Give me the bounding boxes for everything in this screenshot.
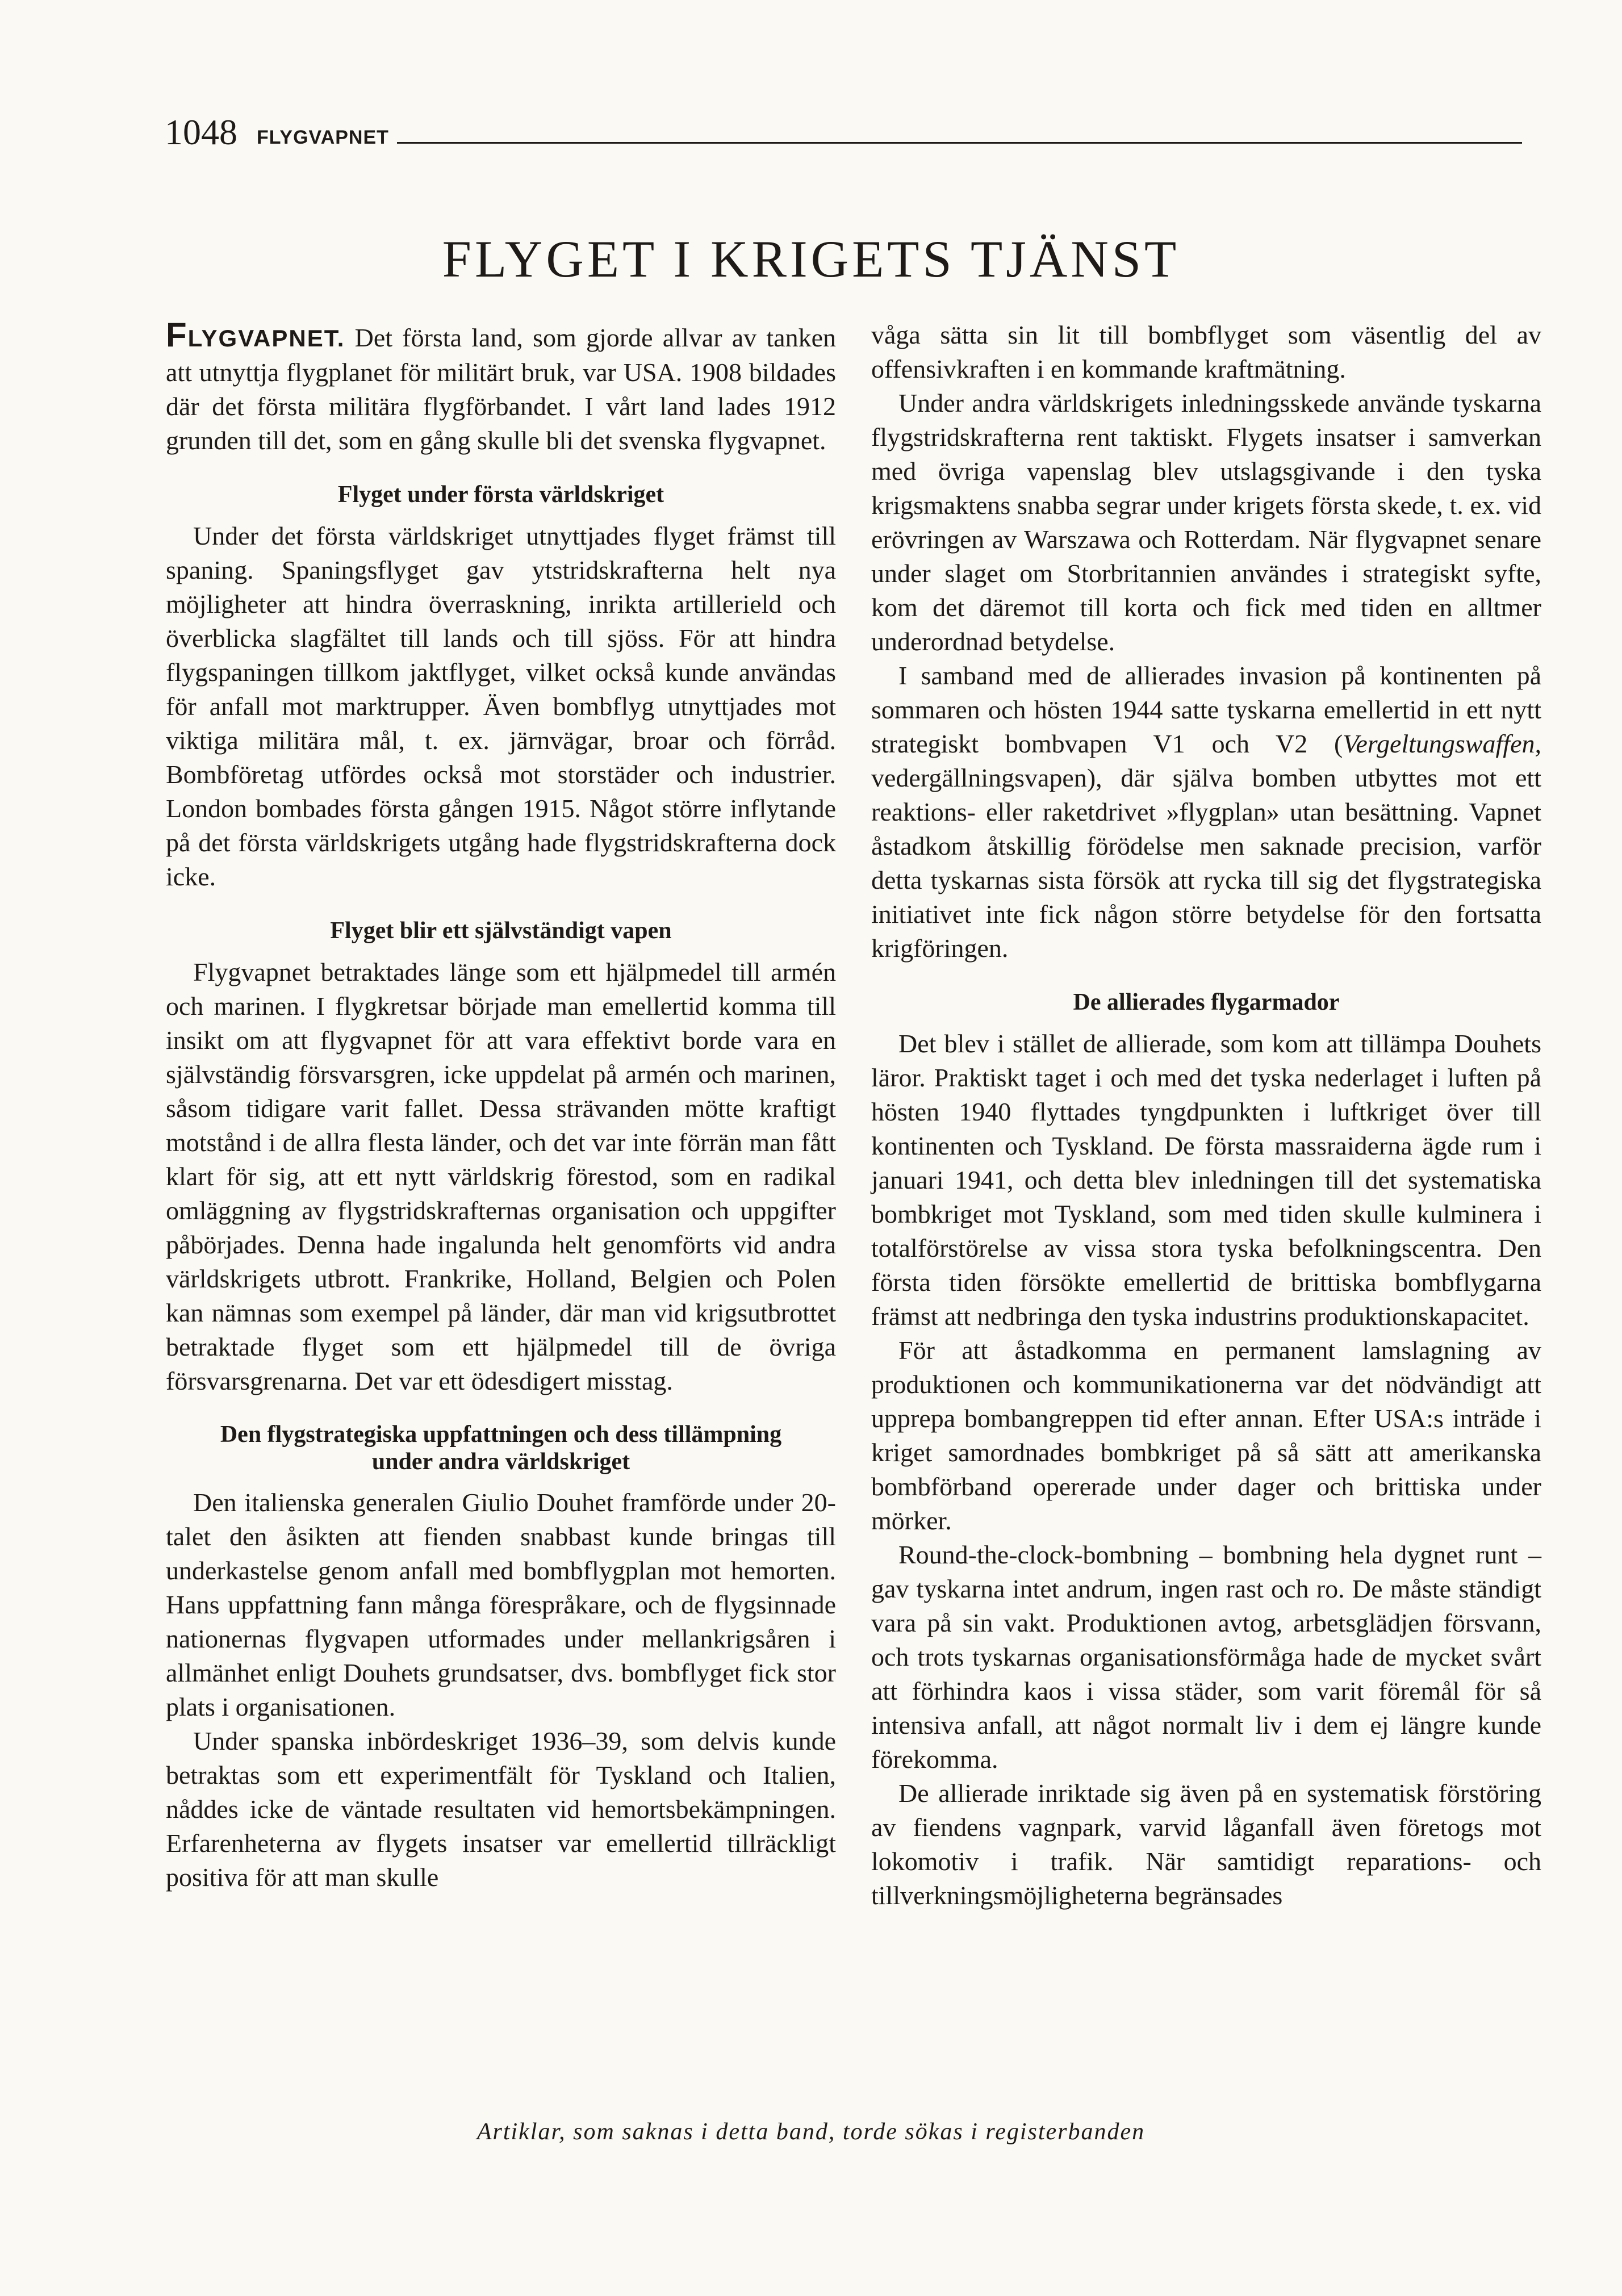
heading-line-2: under andra världskriget bbox=[371, 1449, 630, 1475]
page-number: 1048 bbox=[165, 112, 237, 152]
lead-initial: F bbox=[166, 316, 188, 354]
page-header bbox=[165, 111, 1522, 150]
header-rule bbox=[397, 142, 1522, 144]
paragraph-allied-1: Det blev i stället de allierade, som kom att tillämpa Douhets läror. Praktiskt taget i och med det tyska nederlaget i luften på hösten 1940 flyttades tyngdpunkten i luftkriget över till kontinenten och Tyskland. De första massraiderna ägde rum i januari 1941, och detta blev inledningen till det systematiska bombkriget mot Tyskland, som med tiden skulle kulminera i totalförstörelse av vissa stora tyska befolkningscentra. Den första tiden försökte emellertid de brittiska bombflygarna främst att nedbringa den tyska industrins produktionskapacitet. bbox=[871, 1029, 1541, 1331]
section-heading-ww1: Flyget under första världskriget bbox=[337, 482, 664, 508]
paragraph-spain: Under spanska inbördeskriget 1936–39, som delvis kunde betraktas som ett experimentfält för Tyskland och Italien, nåddes icke de väntade resultaten vid hemortsbekämpningen. Erfarenheterna av flygets insatser var emellertid tillräckligt positiva för att man skulle bbox=[166, 1726, 836, 1892]
v-weapons-text-a: I samband med de allierades invasion på kontinenten på sommaren och hösten 1944 satte tyskarna emellertid in ett nytt strategiskt bombvapen V1 och V2 ( bbox=[871, 661, 1541, 758]
paragraph-allied-4: De allierade inriktade sig även på en systematisk förstöring av fiendens vagnpark, varvid låganfall även företogs mot lokomotiv i trafik. När samtidigt reparations- och tillverkningsmöjligheterna begränsades bbox=[871, 1779, 1541, 1910]
paragraph-allied-2: För att åstadkomma en permanent lamslagning av produktionen och kommunikationerna var det nödvändigt att upprepa bombangreppen tid efter annan. Efter USA:s inträde i kriget samordnades bombkriget på så sätt att amerikanska bombförband opererade under dager och brittiska under mörker. bbox=[871, 1336, 1541, 1535]
paragraph-ww1: Under det första världskriget utnyttjades flyget främst till spaning. Spaningsflyget gav ytstridskrafterna helt nya möjligheter att hindra överraskning, inrikta artillerield och överblicka slagfältet till lands och till sjöss. För att hindra flygspaningen tillkom jaktflyget, vilket också kunde användas för anfall mot marktrupper. Även bombflyg utnyttjades mot viktiga militära mål, t. ex. järnvägar, broar och förråd. Bombföretag utfördes också mot storstäder och industrier. London bombades första gången 1915. Något större inflytande på det första världskrigets utgång hade flygstridskrafterna dock icke. bbox=[166, 521, 836, 891]
lead-word bbox=[166, 316, 345, 354]
paragraph-tactical: Under andra världskrigets inledningsskede använde tyskarna flygstridskrafterna rent taktiskt. Flygets insatser i samverkan med övriga vapenslag blev utslagsgivande i den tyska krigsmaktens snabba segrar under krigets första skede, t. ex. vid erövringen av Warszawa och Rotterdam. När flygvapnet senare under slaget om Storbritannien användes i strategiskt syfte, kom det däremot till korta och fick med tiden en alltmer underordnad betydelse. bbox=[871, 388, 1541, 656]
intro-text: Det första land, som gjorde allvar av tanken att utnyttja flygplanet för militärt bruk, var USA. 1908 bildades där det första militära flygförbandet. I vårt land lades 1912 grunden till det, som en gång skulle bli det svenska flygvapnet. bbox=[166, 323, 836, 455]
section-heading-strategy bbox=[166, 1421, 836, 1475]
right-column bbox=[871, 318, 1541, 1913]
paragraph-v-weapons bbox=[871, 659, 1541, 965]
paragraph-allied-3: Round-the-clock-bombning – bombning hela dygnet runt – gav tyskarna intet andrum, ingen rast och ro. De måste ständigt vara på sin vakt. Produktionen avtog, arbetsglädjen försvann, och trots tyskarnas organisationsförmåga hade de mycket svårt att förhindra kaos i vissa städer, som varit föremål för så intensiva anfall, att något normalt liv i dem ej längre kunde förekomma. bbox=[871, 1540, 1541, 1774]
page-footer: Artiklar, som saknas i detta band, torde sökas i registerbanden bbox=[476, 2119, 1146, 2145]
paragraph-continued: våga sätta sin lit till bombflyget som väsentlig del av offensivkraften i en kommande kraftmätning. bbox=[871, 320, 1541, 383]
left-column bbox=[166, 318, 836, 1894]
v-weapons-term: Vergeltungswaffen, bbox=[1343, 729, 1541, 758]
paragraph-independent: Flygvapnet betraktades länge som ett hjälpmedel till armén och marinen. I flygkretsar började man emellertid komma till insikt om att flygvapnet för att vara effektivt borde vara en självständig försvarsgren, icke uppdelat på armén och marinen, såsom tidigare varit fallet. Dessa strävanden mötte kraftigt motstånd i de allra flesta länder, och det var inte förrän man fått klart för sig, att ett nytt världskrig förestod, som en radikal omläggning av flygstridskrafternas organisation och uppgifter påbörjades. Denna hade ingalunda helt genomförts vid andra världskrigets utbrott. Frankrike, Holland, Belgien och Polen kan nämnas som exempel på länder, där man vid krigsutbrottet betraktade flyget som ett hjälpmedel till de övriga försvarsgrenarna. Det var ett ödesdigert misstag. bbox=[166, 957, 836, 1395]
running-title: FLYGVAPNET bbox=[257, 127, 389, 148]
heading-line-1: Den flygstrategiska uppfattningen och dess tillämpning bbox=[220, 1421, 782, 1448]
paragraph-douhet: Den italienska generalen Giulio Douhet framförde under 20-talet den åsikten att fienden snabbast kunde bringas till underkastelse genom anfall med bombflygplan mot hemorten. Hans uppfattning fann många förespråkare, och de flygsinnade nationernas flygvapen utformades under mellankrigsåren i allmänhet enligt Douhets grundsatser, dvs. bombflyget fick stor plats i organisationen. bbox=[166, 1488, 836, 1721]
article-title: FLYGET I KRIGETS TJÄNST bbox=[442, 230, 1180, 288]
v-weapons-text-b: vedergällningsvapen), där själva bomben utbyttes mot ett reaktions- eller raketdrivet »flygplan» utan besättning. Vapnet åstadkom åtskillig förödelse men saknade precision, varför detta tyskarnas sista försök att rycka till sig det flygstrategiska initiativet inte fick någon större betydelse för den fortsatta krigföringen. bbox=[871, 763, 1541, 963]
lead-rest: LYGVAPNET. bbox=[187, 325, 345, 352]
section-heading-independent: Flyget blir ett självständigt vapen bbox=[330, 918, 672, 944]
intro-paragraph bbox=[166, 318, 836, 458]
section-heading-allied: De allierades flygarmador bbox=[1073, 989, 1340, 1015]
